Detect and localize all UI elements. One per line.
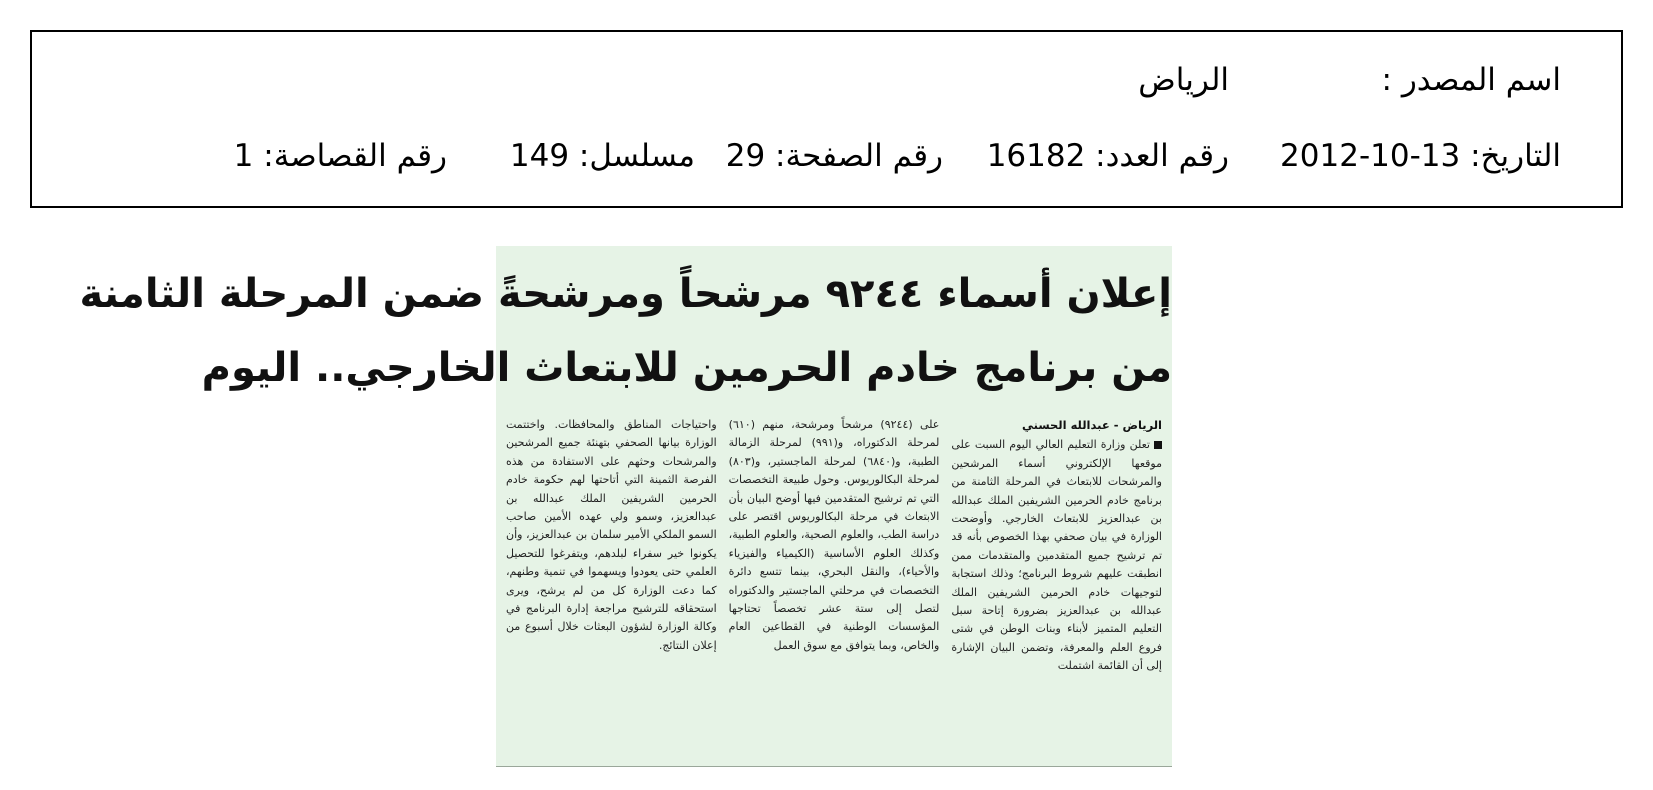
page-number-field: رقم الصفحة: 29 xyxy=(725,138,943,174)
clip-number-field: رقم القصاصة: 1 xyxy=(233,138,447,174)
source-label: اسم المصدر : xyxy=(1381,62,1561,98)
headline-line-2: من برنامج خادم الحرمين للابتعاث الخارجي.. اليوم xyxy=(201,345,1172,391)
column-1-text: تعلن وزارة التعليم العالي اليوم السبت على موقعها الإلكتروني أسماء المرشحين والمرشحات للابتعاث في المرحلة الثامنة من برنامج خادم الحرمين الشريفين الملك عبدالله بن عبدالعزيز للابتعاث الخارجي. وأوضحت الوزارة في بيان صحفي بهذا الخصوص بأنه قد تم ترشيح جميع المتقدمين والمتقدمات ممن انطبقت عليهم شروط البرنامج؛ وذلك استجابة لتوجيهات خادم الحرمين الشريفين الملك عبدالله بن عبدالعزيز بضرورة إتاحة سبل التعليم المتميز لأبناء وبنات الوطن في شتى فروع العلم والمعرفة، وتضمن البيان الإشارة إلى أن القائمة اشتملت xyxy=(951,438,1162,673)
column-1-body xyxy=(951,436,1162,675)
article-column-3 xyxy=(506,416,717,761)
column-2-text: على (٩٢٤٤) مرشحاً ومرشحة، منهم (٦١٠) لمرحلة الدكتوراه، و(٩٩١) لمرحلة الزمالة الطبية، و(٦٨٤٠) لمرحلة الماجستير، و(٨٠٣) لمرحلة البكالوريوس. وحول طبيعة التخصصات التي تم ترشيح المتقدمين فيها أوضح البيان بأن الابتعاث في مرحلة البكالوريوس اقتصر على دراسة الطب، والعلوم الصحية، والعلوم الطبية، وكذلك العلوم الأساسية (الكيمياء والفيزياء والأحياء)، والنقل البحري، بينما تتسع دائرة التخصصات في مرحلتي الماجستير والدكتوراه لتصل إلى ستة عشر تخصصاً تحتاجها المؤسسات الوطنية في القطاعين العام والخاص، وبما يتوافق مع سوق العمل xyxy=(728,418,940,652)
source-value: الرياض xyxy=(1138,62,1229,98)
serial-number-field: مسلسل: 149 xyxy=(509,138,695,174)
date-field: التاريخ: 13-10-2012 xyxy=(1280,138,1561,174)
metadata-box xyxy=(30,30,1623,208)
article-column-1 xyxy=(951,416,1162,761)
headline-line-1: إعلان أسماء ٩٢٤٤ مرشحاً ومرشحةً ضمن المرحلة الثامنة xyxy=(79,271,1172,317)
paragraph-marker-icon xyxy=(1154,441,1162,449)
column-3-text: واحتياجات المناطق والمحافظات. واختتمت الوزارة بيانها الصحفي بتهنئة جميع المرشحين والمرشحات وحثهم على الاستفادة من هذه الفرصة الثمينة التي أتاحتها لهم حكومة خادم الحرمين الشريفين الملك عبدالله بن عبدالعزيز، وسمو ولي عهده الأمين صاحب السمو الملكي الأمير سلمان بن عبدالعزيز، وأن يكونوا خير سفراء لبلدهم، ويتفرغوا للتحصيل العلمي حتى يعودوا ويسهموا في تنمية وطنهم، كما دعت الوزارة كل من لم يرشح، ويرى استحقاقه للترشيح مراجعة إدارة البرنامج في وكالة الوزارة لشؤون البعثات خلال أسبوع من إعلان النتائج. xyxy=(505,418,717,652)
article-column-2 xyxy=(729,416,940,761)
newspaper-clipping xyxy=(79,246,1172,767)
byline: الرياض - عبدالله الحسني xyxy=(1021,418,1162,432)
article-columns xyxy=(506,416,1162,761)
issue-number-field: رقم العدد: 16182 xyxy=(986,138,1229,174)
